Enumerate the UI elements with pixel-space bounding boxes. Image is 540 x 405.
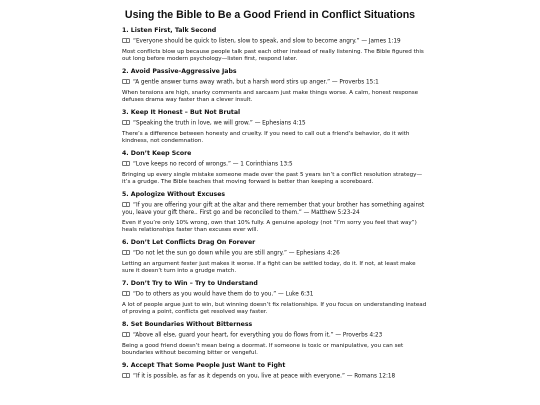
section-heading: 1. Listen First, Talk Second (122, 27, 217, 34)
quote-text: “Do to others as you would have them do to you.” — Luke 6:31 (133, 291, 314, 298)
section-understand (122, 280, 428, 316)
book-icon (122, 332, 130, 337)
scripture-quote (122, 291, 428, 299)
book-icon (122, 250, 130, 255)
scripture-quote (122, 38, 428, 46)
section-listen-first (122, 27, 428, 63)
section-text: Bringing up every single mistake someone made over the past 5 years isn’t a conflict resolution strategy—it’s a grudge. The Bible teaches that moving forward is better than keeping a scoreboard. (122, 171, 423, 185)
section-text: A lot of people argue just to win, but winning doesn’t fix relationships. If you focus on understanding instead of proving a point, conflicts get resolved way faster. (122, 301, 427, 316)
section-text: There’s a difference between honesty and cruelty. If you need to call out a friend’s behavior, do it with kindness, not condemnation. (122, 130, 410, 144)
quote-text: “Do not let the sun go down while you are still angry.” — Ephesians 4:26 (133, 250, 340, 257)
scripture-quote (122, 332, 428, 340)
section-drag-on (122, 239, 428, 275)
article-body (122, 27, 428, 386)
section-heading: 9. Accept That Some People Just Want to Fight (122, 362, 286, 370)
quote-text: “If you are offering your gift at the altar and there remember that your brother has something against you, leave your gift there.. First go and be reconciled to them.” — Matthew 5:23-24 (122, 202, 425, 216)
quote-text: “Everyone should be quick to listen, slow to speak, and slow to become angry.” — James 1:19 (133, 38, 401, 45)
book-icon (122, 120, 130, 125)
scripture-quote (122, 373, 428, 381)
section-heading: 2. Avoid Passive-Aggressive Jabs (122, 68, 237, 76)
section-text: Most conflicts blow up because people talk past each other instead of really listening. The Bible figured this out long before modern psychology—listen first, respond later. (122, 48, 424, 62)
quote-text: “Love keeps no record of wrongs.” — 1 Corinthians 13:5 (133, 161, 293, 168)
book-icon (122, 202, 130, 207)
section-text: Letting an argument fester just makes it worse. If a fight can be settled today, do it. If not, at least make sure it doesn’t turn into a grudge match. (122, 260, 416, 275)
book-icon (122, 161, 130, 166)
section-apologize (122, 191, 428, 234)
quote-text: “If it is possible, as far as it depends on you, live at peace with everyone.” — Romans 12:18 (133, 373, 396, 380)
section-keep-score (122, 150, 428, 186)
quote-text: “Above all else, guard your heart, for everything you do flows from it.” — Proverbs 4:23 (133, 332, 383, 339)
section-heading: 6. Don’t Let Conflicts Drag On Forever (122, 239, 256, 247)
quote-text: “Speaking the truth in love, we will grow.” — Ephesians 4:15 (133, 120, 306, 127)
section-heading: 3. Keep It Honest – But Not Brutal (122, 109, 241, 117)
book-icon (122, 38, 130, 43)
book-icon (122, 291, 130, 296)
scripture-quote (122, 161, 428, 169)
section-passive-aggressive (122, 68, 428, 104)
section-boundaries (122, 321, 428, 357)
section-text: Even if you’re only 10% wrong, own that 10% fully. A genuine apology (not “I’m sorry you feel that way”) heals relationships faster than excuses ever will. (122, 219, 417, 234)
section-keep-it-honest (122, 109, 428, 145)
scripture-quote (122, 79, 428, 87)
section-heading: 4. Don’t Keep Score (122, 150, 192, 158)
book-icon (122, 373, 130, 378)
book-icon (122, 79, 130, 84)
scripture-quote (122, 120, 428, 128)
section-text: When tensions are high, snarky comments and sarcasm just make things worse. A calm, honest response defuses drama way faster than a clever insult. (122, 89, 419, 103)
quote-text: “A gentle answer turns away wrath, but a harsh word stirs up anger.” — Proverbs 15:1 (133, 79, 379, 86)
section-heading: 7. Don’t Try to Win – Try to Understand (122, 280, 258, 288)
section-heading: 5. Apologize Without Excuses (122, 191, 226, 199)
section-text: Being a good friend doesn’t mean being a doormat. If someone is toxic or manipulative, you can set boundaries without becoming bitter or vengeful. (122, 342, 404, 357)
scripture-quote (122, 202, 428, 217)
section-heading: 8. Set Boundaries Without Bitterness (122, 321, 253, 329)
scripture-quote (122, 250, 428, 258)
section-accept (122, 362, 428, 381)
page-title: Using the Bible to Be a Good Friend in Conflict Situations (124, 9, 416, 21)
